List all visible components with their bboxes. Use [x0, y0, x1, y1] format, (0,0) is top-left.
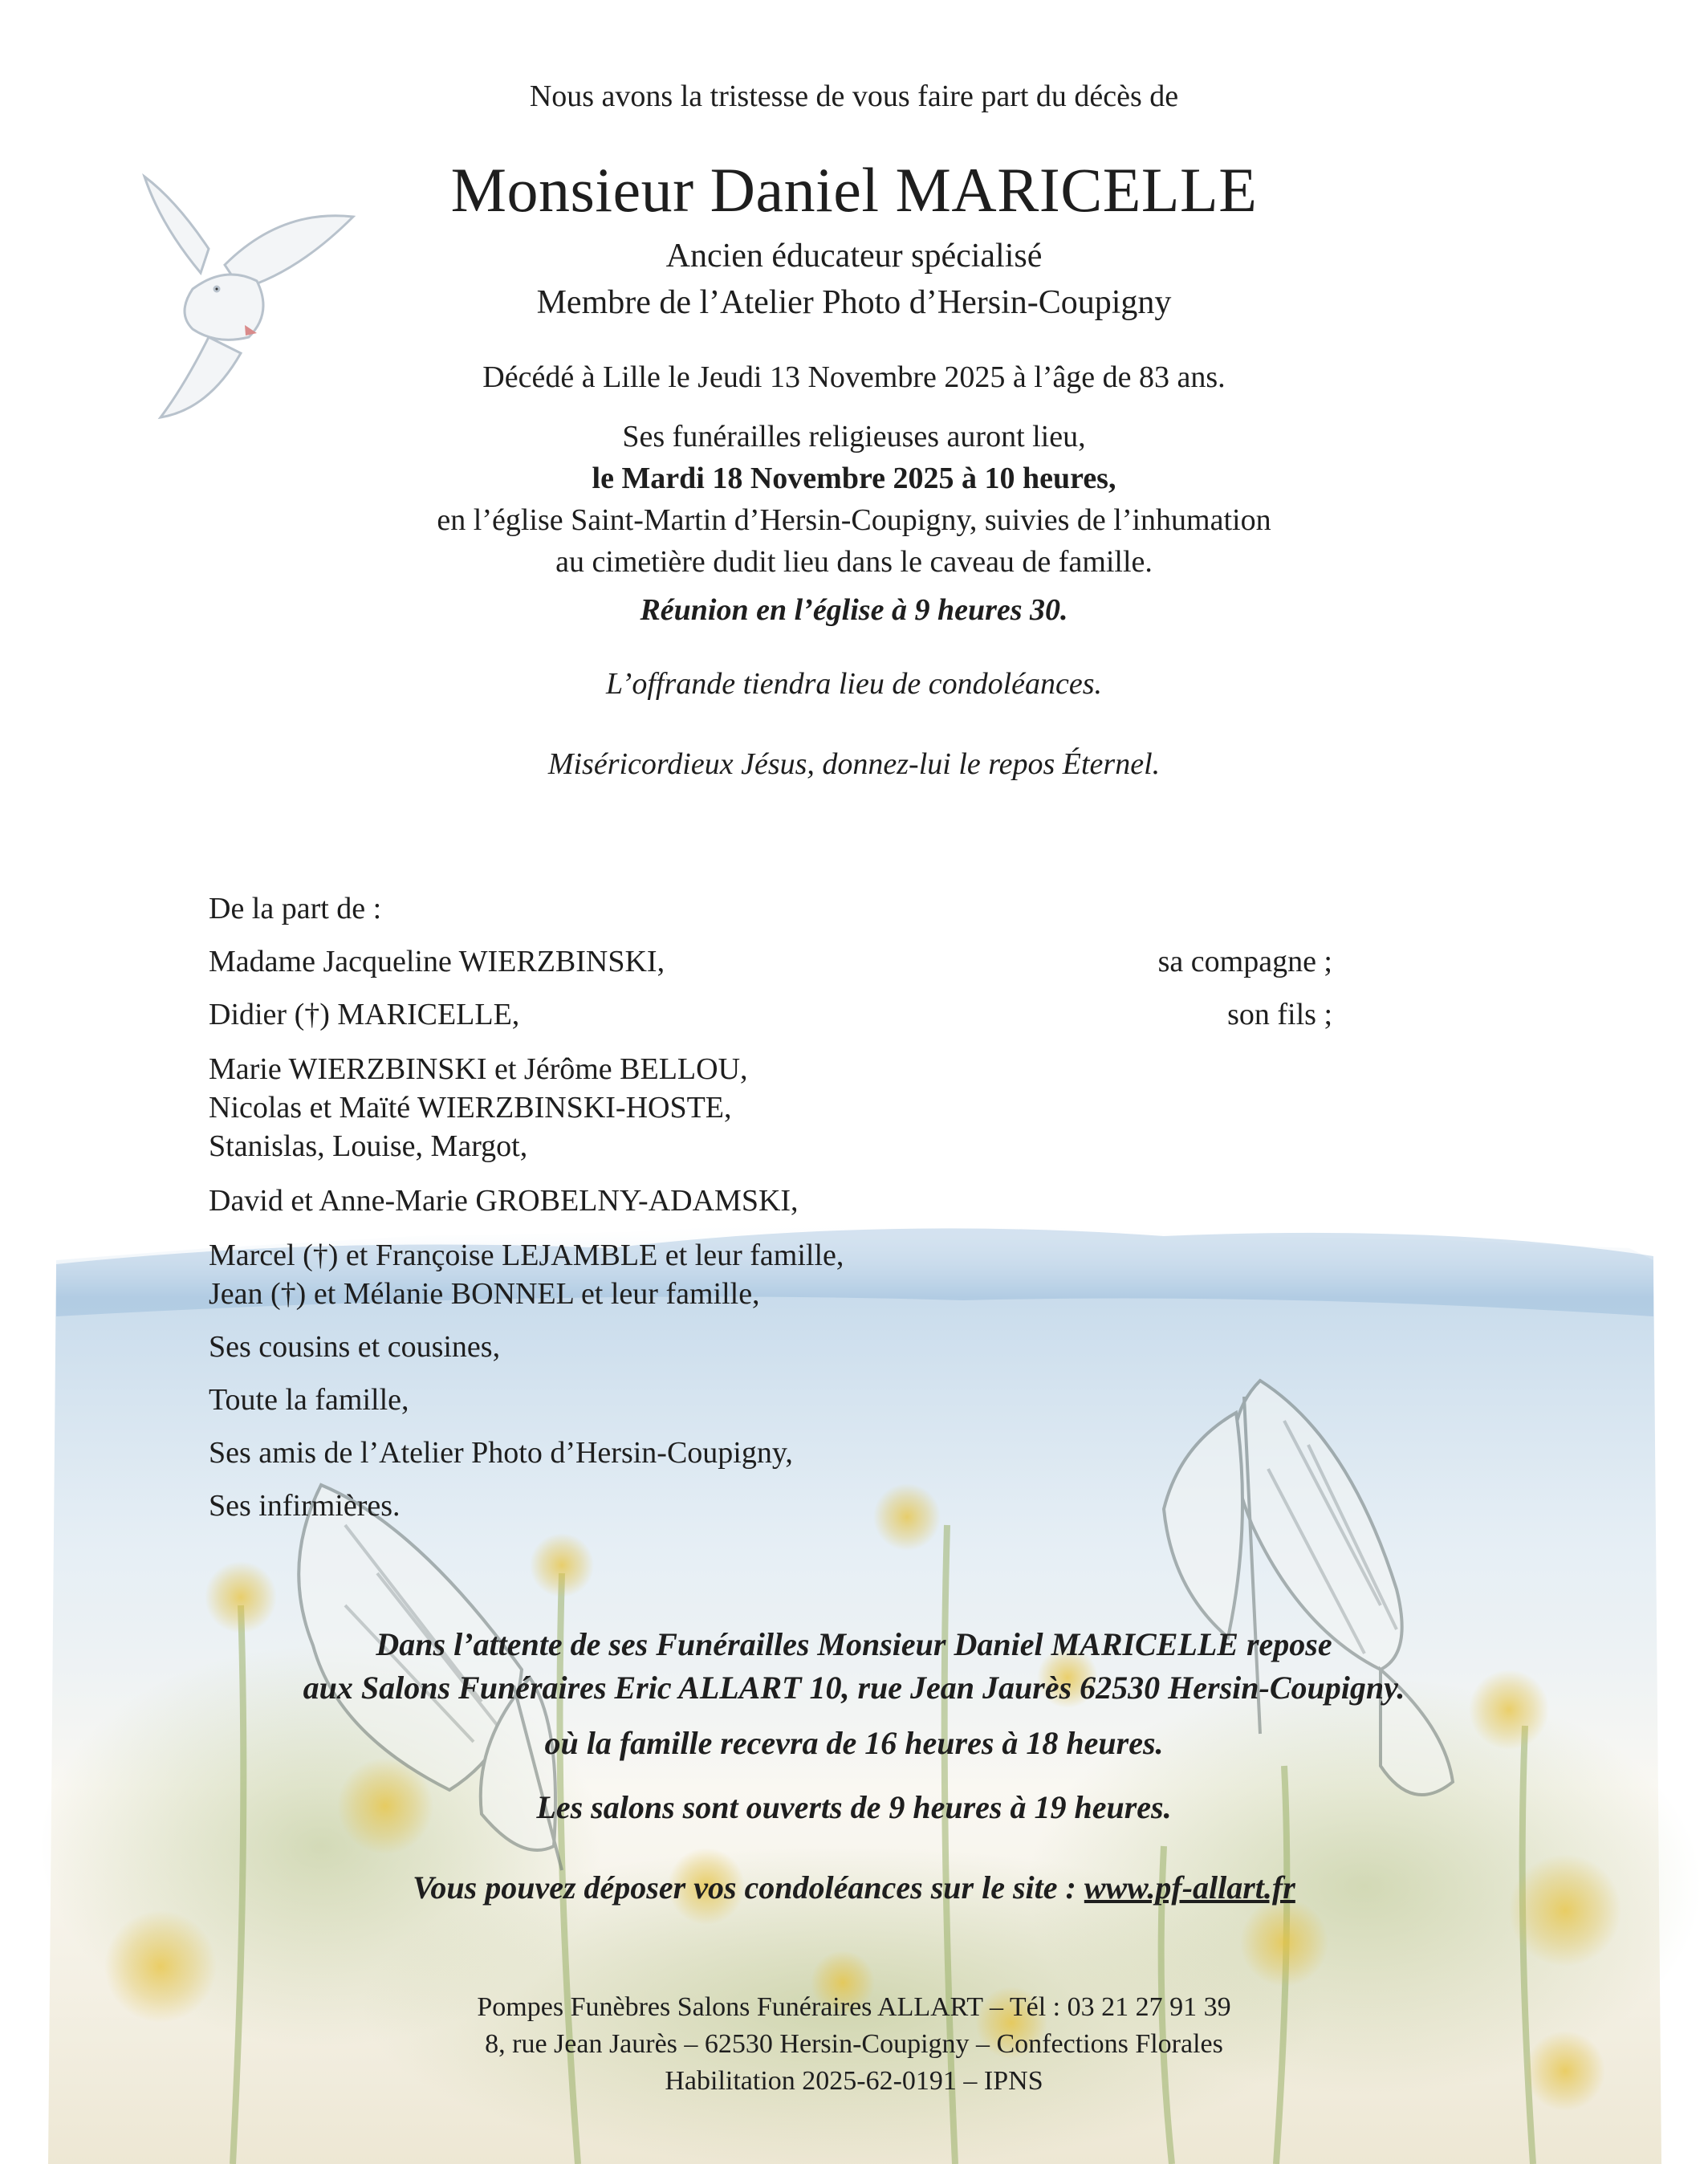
footer-line: Pompes Funèbres Salons Funéraires ALLART – Tél : 03 21 27 91 39: [477, 1992, 1231, 2022]
website-link[interactable]: www.pf-allart.fr: [1084, 1869, 1295, 1906]
funeral-line: Ses funérailles religieuses auront lieu,: [622, 420, 1086, 454]
family-relation: son fils ;: [1227, 998, 1332, 1031]
funeral-info: [0, 416, 1708, 583]
footer-line: Habilitation 2025-62-0191 – IPNS: [665, 2066, 1043, 2096]
family-line: Ses amis de l’Atelier Photo d’Hersin-Coupigny,: [209, 1436, 793, 1470]
condolences-prefix: Vous pouvez déposer vos condoléances sur le site :: [413, 1869, 1084, 1906]
family-intro: De la part de :: [209, 892, 382, 925]
condolences-line: [0, 1869, 1708, 1906]
prayer-line: Miséricordieux Jésus, donnez-lui le repos Éternel.: [547, 747, 1161, 781]
deceased-role: Membre de l’Atelier Photo d’Hersin-Coupigny: [536, 284, 1172, 321]
family-relation: sa compagne ;: [1157, 945, 1332, 978]
footer-line: 8, rue Jean Jaurès – 62530 Hersin-Coupigny – Confections Florales: [485, 2029, 1223, 2059]
family-line: Nicolas et Maïté WIERZBINSKI-HOSTE,: [209, 1091, 732, 1125]
family-line: Marcel (†) et Françoise LEJAMBLE et leur famille,: [209, 1239, 844, 1272]
family-line: David et Anne-Marie GROBELNY-ADAMSKI,: [209, 1184, 799, 1218]
family-line: Stanislas, Louise, Margot,: [209, 1129, 528, 1163]
funeral-date: le Mardi 18 Novembre 2025 à 10 heures,: [592, 462, 1116, 495]
repose-line: Dans l’attente de ses Funérailles Monsieur Daniel MARICELLE repose: [376, 1626, 1332, 1662]
funeral-line: au cimetière dudit lieu dans le caveau de famille.: [555, 545, 1153, 579]
reception-hours: où la famille recevra de 16 heures à 18 heures.: [544, 1725, 1164, 1761]
deceased-roles: [0, 233, 1708, 326]
family-line: Ses cousins et cousines,: [209, 1330, 501, 1364]
deceased-name: Monsieur Daniel MARICELLE: [450, 155, 1258, 225]
family-line: Marie WIERZBINSKI et Jérôme BELLOU,: [209, 1052, 748, 1086]
family-line: Jean (†) et Mélanie BONNEL et leur famille,: [209, 1277, 760, 1311]
deceased-role: Ancien éducateur spécialisé: [665, 238, 1043, 275]
family-line: Didier (†) MARICELLE,: [209, 998, 520, 1031]
meeting-line: Réunion en l’église à 9 heures 30.: [640, 593, 1068, 627]
death-statement: Décédé à Lille le Jeudi 13 Novembre 2025 à l’âge de 83 ans.: [482, 360, 1226, 394]
header-intro: Nous avons la tristesse de vous faire part du décès de: [529, 79, 1179, 113]
offering-line: L’offrande tiendra lieu de condoléances.: [605, 667, 1103, 701]
family-line: Madame Jacqueline WIERZBINSKI,: [209, 945, 665, 978]
repose-info: [0, 1623, 1708, 1710]
repose-line: aux Salons Funéraires Eric ALLART 10, rue Jean Jaurès 62530 Hersin-Coupigny.: [303, 1670, 1405, 1706]
family-line: Toute la famille,: [209, 1383, 409, 1417]
opening-hours: Les salons sont ouverts de 9 heures à 19 heures.: [536, 1789, 1172, 1825]
funeral-line: en l’église Saint-Martin d’Hersin-Coupigny, suivies de l’inhumation: [437, 503, 1271, 537]
family-line: Ses infirmières.: [209, 1489, 401, 1523]
footer: [0, 1989, 1708, 2100]
